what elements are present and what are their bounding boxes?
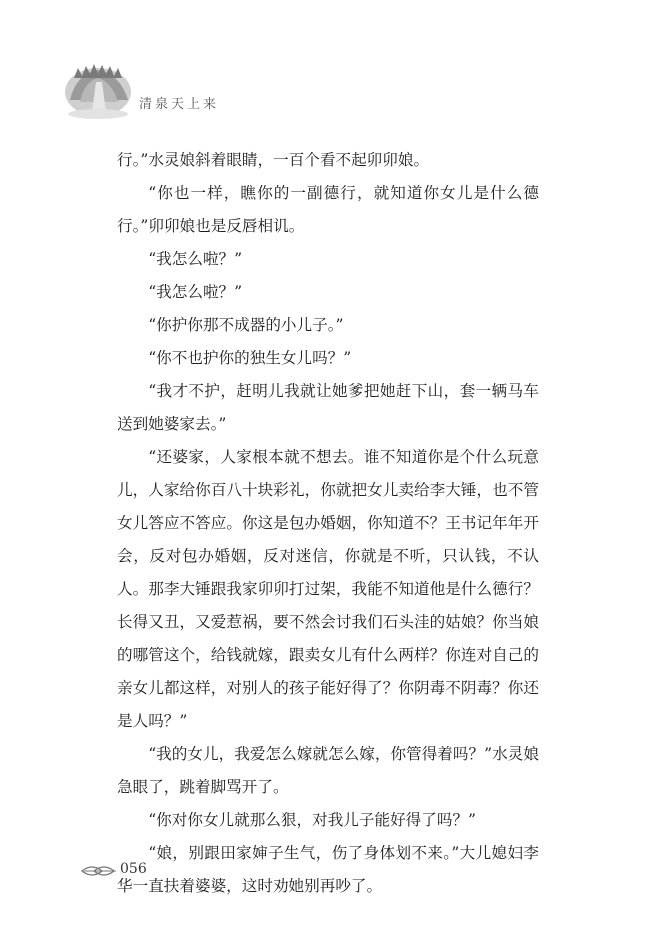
leaf-vine-ornament-icon xyxy=(80,860,120,882)
running-header-title: 清泉天上来 xyxy=(139,97,220,112)
paragraph: “你也一样，瞧你的一副德行，就知道你女儿是什么德行。”卯卯娘也是反唇相讥。 xyxy=(117,184,539,235)
paragraph: “你护你那不成器的小儿子。” xyxy=(148,316,344,334)
paragraph: “你对你女儿就那么狠，对我儿子能好得了吗？” xyxy=(148,811,477,829)
stone-wall-gate-logo-icon xyxy=(60,56,140,122)
paragraph: “我才不护，赶明儿我就让她爹把她赶下山，套一辆马车送到她婆家去。” xyxy=(117,382,539,433)
paragraph: “我的女儿，我爱怎么嫁就怎么嫁，你管得着吗？”水灵娘急眼了，跳着脚骂开了。 xyxy=(117,745,539,796)
page-number: 056 xyxy=(120,861,147,877)
paragraph: 行。”水灵娘斜着眼睛，一百个看不起卯卯娘。 xyxy=(117,151,430,169)
body-text xyxy=(117,144,539,903)
paragraph: “我怎么啦？” xyxy=(148,283,243,301)
paragraph: “娘，别跟田家婶子生气，伤了身体划不来。”大儿媳妇李华一直扶着婆婆，这时劝她别再吵了。 xyxy=(117,844,539,895)
paragraph: “你不也护你的独生女儿吗？” xyxy=(148,349,352,367)
paragraph: “还婆家，人家根本就不想去。谁不知道你是个什么玩意儿，人家给你百八十块彩礼，你就把女儿卖给李大锤，也不管女儿答应不答应。你这是包办婚姻，你知道不？王书记年年开会，反对包办婚姻，反对迷信，你就是不听，只认钱，不认人。那李大锤跟我家卯卯打过架，我能不知道他是什么德行？长得又丑，又爱惹祸，要不然会讨我们石头洼的姑娘？你当娘的哪管这个，给钱就嫁，跟卖女儿有什么两样？你连对自己的亲女儿都这样，对别人的孩子能好得了？你阴毒不阴毒？你还是人吗？” xyxy=(117,448,539,730)
paragraph: “我怎么啦？” xyxy=(148,250,243,268)
